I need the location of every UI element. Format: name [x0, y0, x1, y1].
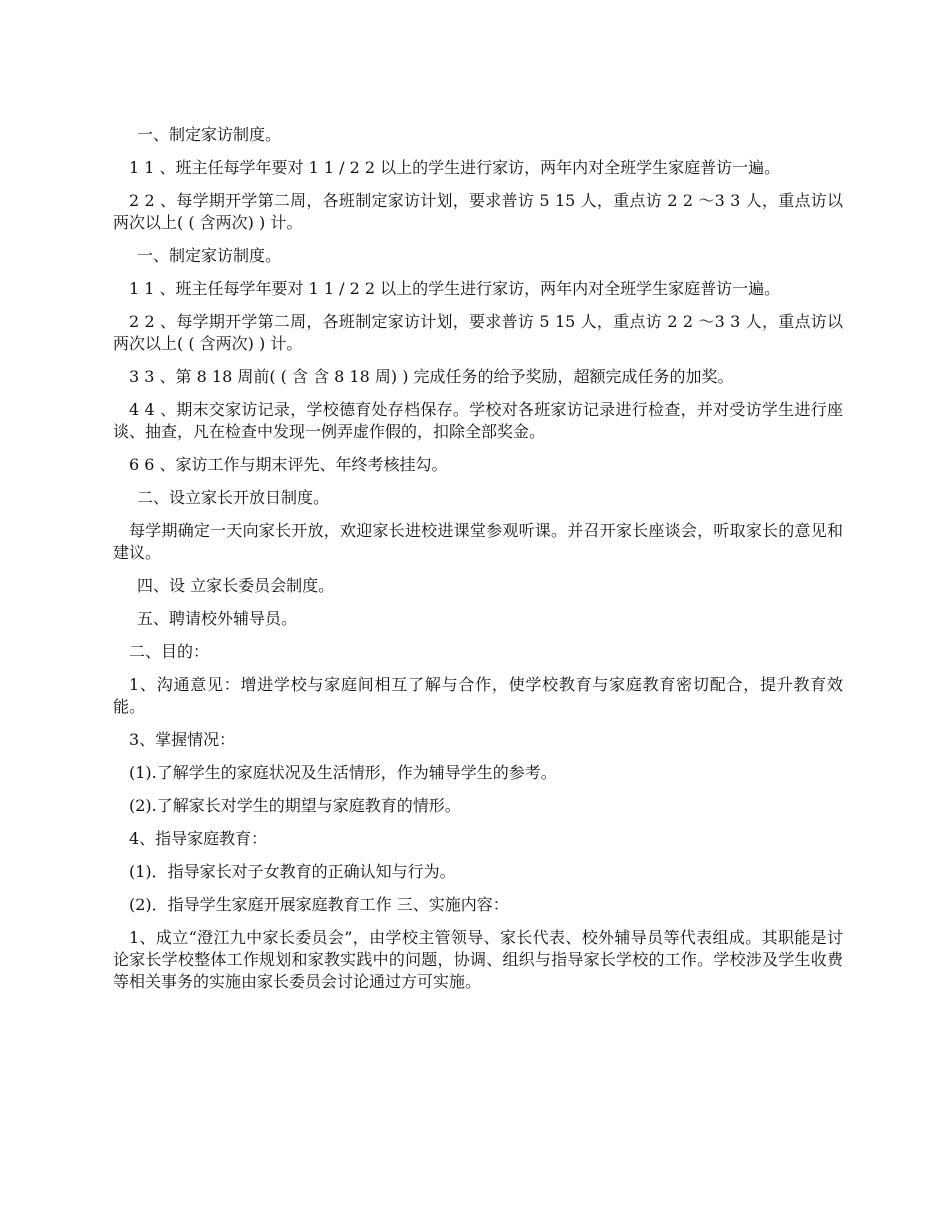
paragraph-10: 二、设立家长开放日制度。: [137, 488, 330, 507]
paragraph-15: 1、沟通意见：增进学校与家庭间相互了解与合作，使学校教育与家庭教育密切配合，提升教育效能。: [113, 675, 843, 716]
paragraph-6: 2 2 、每学期开学第二周，各班制定家访计划，要求普访 5 15 人，重点访 2 2 ～3 3 人，重点访以两次以上( ( 含两次) ) 计。: [113, 312, 843, 353]
paragraph-21: (2)．指导学生家庭开展家庭教育工作 三、实施内容：: [129, 895, 509, 914]
paragraph-14: 二、目的：: [129, 642, 210, 661]
paragraph-11: 每学期确定一天向家长开放，欢迎家长进校进课堂参观听课。并召开家长座谈会，听取家长的意见和建议。: [113, 521, 843, 562]
paragraph-13: 五、聘请校外辅导员。: [137, 609, 298, 628]
paragraph-2: 1 1 、班主任每学年要对 1 1 / 2 2 以上的学生进行家访，两年内对全班学生家庭普访一遍。: [129, 158, 781, 177]
paragraph-8: 4 4 、期末交家访记录，学校德育处存档保存。学校对各班家访记录进行检查，并对受访学生进行座谈、抽查，凡在检查中发现一例弄虚作假的，扣除全部奖金。: [113, 400, 843, 441]
paragraph-4: 一、制定家访制度。: [137, 246, 282, 265]
paragraph-19: 4、指导家庭教育：: [129, 829, 268, 848]
paragraph-18: (2).了解家长对学生的期望与家庭教育的情形。: [129, 796, 461, 815]
paragraph-5: 1 1 、班主任每学年要对 1 1 / 2 2 以上的学生进行家访，两年内对全班学生家庭普访一遍。: [129, 279, 781, 298]
paragraph-1: 一、制定家访制度。: [137, 125, 282, 144]
paragraph-3: 2 2 、每学期开学第二周，各班制定家访计划，要求普访 5 15 人，重点访 2 2 ～3 3 人，重点访以两次以上( ( 含两次) ) 计。: [113, 191, 843, 232]
paragraph-20: (1)．指导家长对子女教育的正确认知与行为。: [129, 862, 456, 881]
paragraph-16: 3、掌握情况：: [129, 730, 236, 749]
paragraph-17: (1).了解学生的家庭状况及生活情形，作为辅导学生的参考。: [129, 763, 557, 782]
paragraph-7: 3 3 、第 8 18 周前( ( 含 含 8 18 周) ) 完成任务的给予奖励，超额完成任务的加奖。: [129, 367, 734, 386]
paragraph-22: 1、成立“澄江九中家长委员会”，由学校主管领导、家长代表、校外辅导员等代表组成。其职能是讨论家长学校整体工作规划和家教实践中的问题，协调、组织与指导家长学校的工作。学校涉及学生收费等相关事务的实施由家长委员会讨论通过方可实施。: [113, 928, 843, 991]
document-body: [113, 124, 843, 1004]
paragraph-12: 四、设 立家长委员会制度。: [137, 576, 335, 595]
paragraph-9: 6 6 、家访工作与期末评先、年终考核挂勾。: [129, 455, 448, 474]
